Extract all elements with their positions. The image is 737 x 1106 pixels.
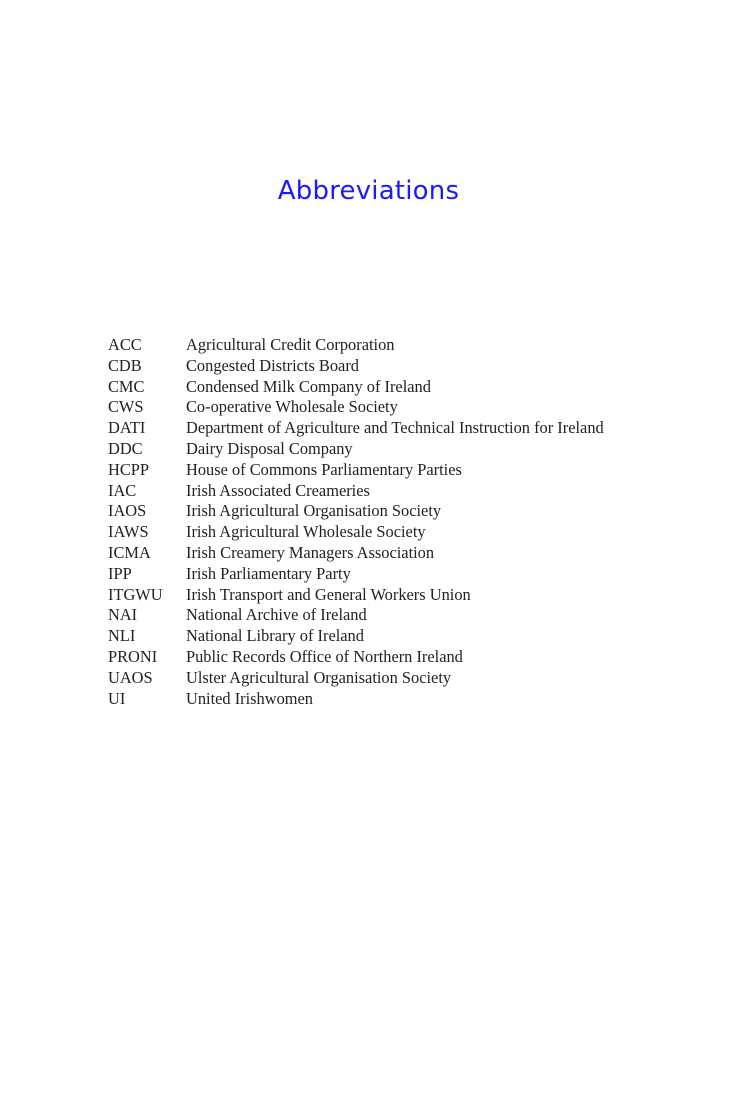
abbreviation-code: UAOS [108,667,153,687]
abbreviation-meaning: Agricultural Credit Corporation [186,335,395,354]
abbreviation-row [108,418,668,439]
abbreviation-row [108,481,668,502]
page-title: Abbreviations [277,176,460,206]
abbreviation-code: IAWS [108,522,149,542]
abbreviation-code: CWS [108,397,144,417]
abbreviation-meaning: Public Records Office of Northern Ireland [186,646,463,666]
abbreviation-code: NAI [108,605,138,625]
abbreviations-list [108,335,668,709]
abbreviation-row [108,460,668,481]
abbreviation-code: PRONI [108,646,158,666]
abbreviation-meaning: Irish Associated Creameries [186,480,370,500]
abbreviation-meaning: Irish Creamery Managers Association [186,542,435,562]
abbreviation-row [108,397,668,418]
abbreviation-row [108,585,668,606]
abbreviation-code: DDC [108,438,143,458]
abbreviation-row [108,564,668,585]
abbreviation-code: ITGWU [108,584,163,604]
abbreviation-code: UI [108,688,126,708]
abbreviation-code: CMC [108,376,145,396]
abbreviation-row [108,522,668,543]
abbreviation-row [108,626,668,647]
abbreviation-row [108,543,668,564]
abbreviation-meaning: Irish Agricultural Wholesale Society [186,522,426,542]
abbreviation-row [108,377,668,398]
abbreviation-row [108,335,668,356]
abbreviation-code: IAC [108,480,137,500]
abbreviation-meaning: Co-operative Wholesale Society [186,397,398,417]
abbreviation-row [108,439,668,460]
abbreviation-meaning: House of Commons Parliamentary Parties [186,459,462,479]
abbreviation-meaning: Condensed Milk Company of Ireland [186,376,431,396]
abbreviation-code: CDB [108,355,142,375]
abbreviation-row [108,501,668,522]
abbreviation-row [108,689,668,710]
abbreviation-meaning: National Archive of Ireland [186,605,367,625]
abbreviation-meaning: Ulster Agricultural Organisation Society [186,667,452,687]
abbreviation-meaning: National Library of Ireland [186,626,364,646]
abbreviation-row [108,356,668,377]
abbreviation-meaning: Irish Transport and General Workers Union [186,584,471,604]
abbreviation-code: ACC [108,335,142,354]
abbreviation-code: IPP [108,563,132,583]
abbreviation-meaning: Irish Parliamentary Party [186,563,351,583]
abbreviation-meaning: Department of Agriculture and Technical Instruction for Ireland [186,418,604,438]
abbreviation-row [108,647,668,668]
abbreviation-meaning: Dairy Disposal Company [186,438,353,458]
abbreviation-code: DATI [108,418,146,438]
abbreviation-meaning: United Irishwomen [186,688,314,708]
abbreviation-row [108,605,668,626]
abbreviation-code: IAOS [108,501,147,521]
abbreviation-meaning: Irish Agricultural Organisation Society [186,501,442,521]
abbreviation-code: HCPP [108,459,150,479]
abbreviation-code: ICMA [108,542,151,562]
abbreviation-code: NLI [108,626,136,646]
abbreviation-meaning: Congested Districts Board [186,355,359,375]
abbreviation-row [108,668,668,689]
